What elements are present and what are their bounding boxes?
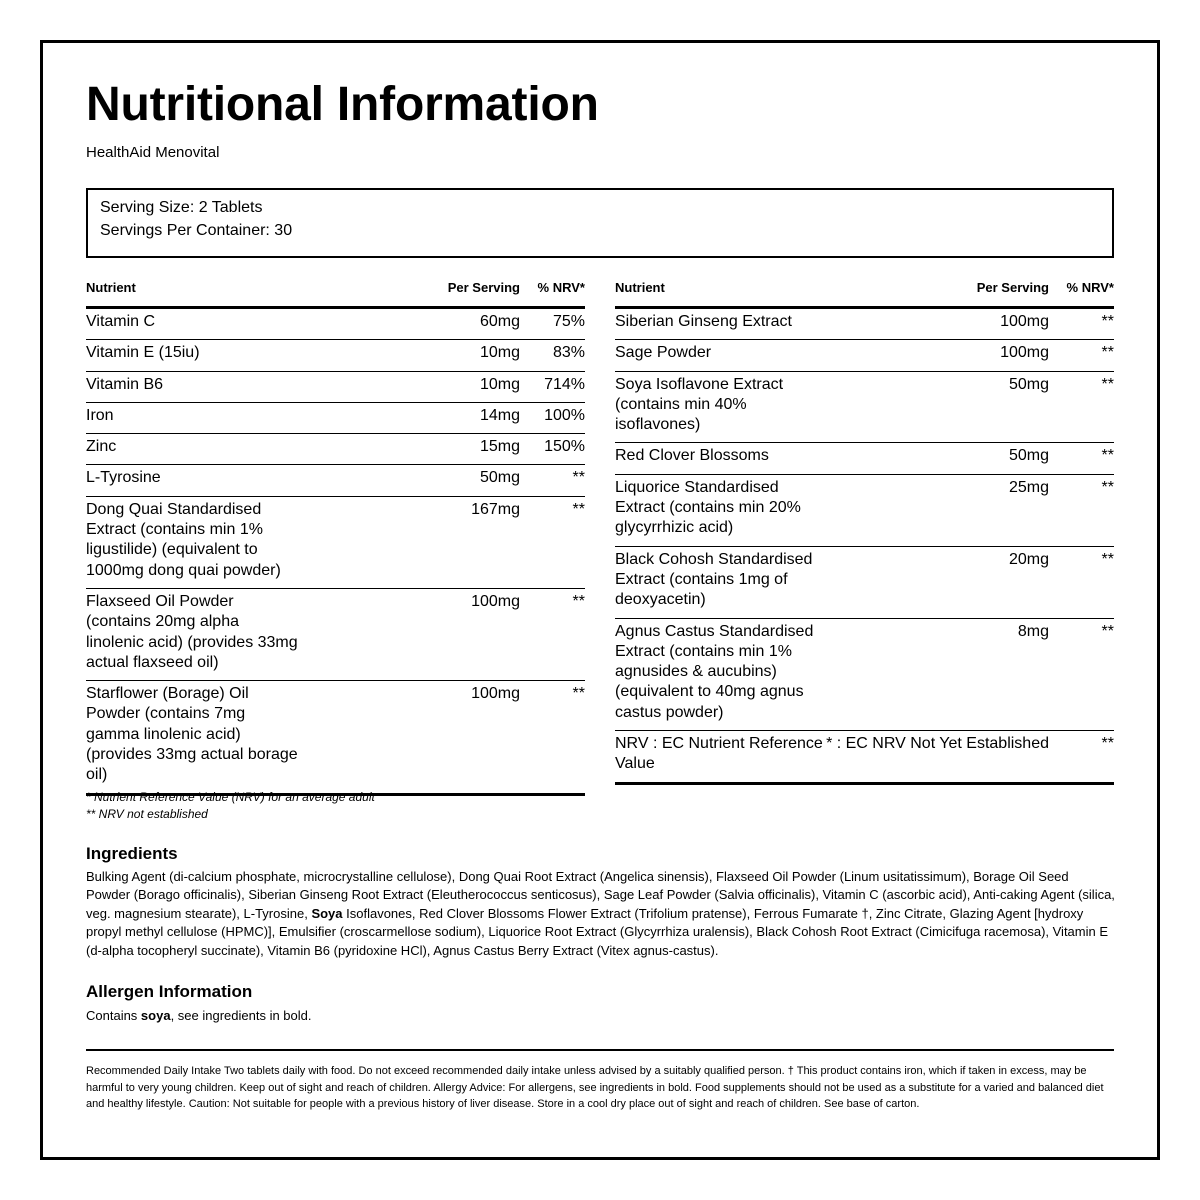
table-row <box>86 497 585 589</box>
table-header <box>615 278 1114 309</box>
table-row <box>615 475 1114 547</box>
nutrient-name: Red Clover Blossoms <box>615 447 769 465</box>
nrv-value: ** <box>1101 735 1114 753</box>
table-footnotes <box>86 789 375 823</box>
table-row <box>86 340 585 371</box>
ingredients-text-part: Isoflavones, Red Clover Blossoms Flower Extract (Trifolium pratense), Ferrous Fumarate †, Zinc Citrate, Glazing Agent [hydroxy propyl methyl cellulose (HPMC)], Emulsifier (croscarmellose sodium), Liquorice Root Extract (Glycyrrhiza uralensis), Black Cohosh Root Extract (Cimicifuga racemosa), Vitamin E (d-alpha tocopheryl succinate), Vitamin B6 (pyridoxine HCl), Agnus Castus Berry Extract (Vitex agnus-castus). <box>86 905 1109 958</box>
allergen-text-part: Contains <box>86 1008 141 1023</box>
per-serving-value: 15mg <box>479 438 520 456</box>
nutrient-name: Iron <box>86 406 114 424</box>
table-row <box>615 443 1114 474</box>
nrv-value: 83% <box>552 344 585 362</box>
nutrient-name: L-Tyrosine <box>86 469 161 487</box>
nutrient-name: Black Cohosh Standardised Extract (contains 1mg of deoxyacetin) <box>615 550 813 609</box>
nrv-not-established-text: * : EC NRV Not Yet Established <box>826 735 1049 753</box>
product-name: HealthAid Menovital <box>86 144 220 161</box>
nutrient-table-right <box>615 278 1114 785</box>
ingredients-text-part: Bulking Agent (di-calcium phosphate, microcrystalline cellulose), Dong Quai Root Extract (Angelica sinensis), Flaxseed Oil Powder (Linum usitatissimum), Borage Oil Seed Powder (Borago officinalis), Siberian Ginseng Root Extract (Eleutherococcus senticosus), Sage Leaf Powder (Salvia officinalis), Vitamin C (ascorbic acid), Anti-caking Agent (silica, veg. magnesium stearate), L-Tyrosine, <box>86 869 1115 921</box>
per-serving-value: 8mg <box>1017 622 1049 640</box>
nutrient-name: Dong Quai Standardised Extract (contains min 1% ligustilide) (equivalent to 1000mg dong quai powder) <box>86 500 281 579</box>
header-nutrient: Nutrient <box>615 280 665 295</box>
nutrient-name: Zinc <box>86 438 117 456</box>
nutrient-name: Flaxseed Oil Powder (contains 20mg alpha linolenic acid) (provides 33mg actual flaxseed oil) <box>86 592 298 671</box>
per-serving-value: 167mg <box>471 500 520 518</box>
nutrient-name: Liquorice Standardised Extract (contains min 20% glycyrrhizic acid) <box>615 478 801 537</box>
allergen-text-part: , see ingredients in bold. <box>170 1008 312 1023</box>
ingredients-heading: Ingredients <box>86 844 178 863</box>
table-row <box>615 340 1114 371</box>
nutrient-name: Siberian Ginseng Extract <box>615 313 792 330</box>
allergen-bold-soya: Soya <box>311 905 343 921</box>
allergen-text <box>86 1007 312 1025</box>
table-header <box>86 278 585 309</box>
nutrient-name: Agnus Castus Standardised Extract (contains min 1% agnusides & aucubins) (equivalent to 40mg agnus castus powder) <box>615 622 814 721</box>
table-row <box>86 309 585 340</box>
nrv-value: ** <box>1101 313 1114 330</box>
nrv-value: ** <box>572 685 585 703</box>
per-serving-value: 10mg <box>479 375 520 393</box>
nrv-value: ** <box>1101 550 1114 568</box>
nutrient-table-left <box>86 278 585 796</box>
per-serving-value: 100mg <box>1000 313 1049 330</box>
nrv-value: ** <box>572 500 585 518</box>
per-serving-value: 20mg <box>1008 550 1049 568</box>
table-row-nrv-legend <box>615 731 1114 785</box>
table-row <box>86 681 585 795</box>
table-row <box>86 434 585 465</box>
per-serving-value: 100mg <box>471 592 520 610</box>
serving-size: Serving Size: 2 Tablets <box>100 199 263 216</box>
per-serving-value: 25mg <box>1008 478 1049 496</box>
table-row <box>615 309 1114 340</box>
serving-info-box <box>86 188 1114 258</box>
nrv-value: ** <box>572 592 585 610</box>
header-per-serving: Per Serving <box>976 280 1049 295</box>
per-serving-value: 60mg <box>479 313 520 330</box>
per-serving-value: 50mg <box>1008 447 1049 465</box>
nrv-value: ** <box>1101 375 1114 393</box>
table-row <box>86 372 585 403</box>
per-serving-value: 14mg <box>479 406 520 424</box>
nrv-value: ** <box>1101 447 1114 465</box>
nutrient-name: Starflower (Borage) Oil Powder (contains 7mg gamma linolenic acid) (provides 33mg actual borage oil) <box>86 685 298 784</box>
divider <box>86 1049 1114 1051</box>
nrv-value: ** <box>572 469 585 487</box>
nrv-value: ** <box>1101 622 1114 640</box>
per-serving-value: 100mg <box>1000 344 1049 362</box>
nutrient-name: Sage Powder <box>615 344 712 362</box>
servings-per-container: Servings Per Container: 30 <box>100 222 293 239</box>
nutrient-name: Vitamin E (15iu) <box>86 344 200 362</box>
footnote-nrv-not-established: ** NRV not established <box>86 807 208 821</box>
header-per-serving: Per Serving <box>447 280 520 295</box>
nrv-value: 75% <box>552 313 585 330</box>
nrv-value: ** <box>1101 478 1114 496</box>
table-row <box>86 465 585 496</box>
nrv-value: ** <box>1101 344 1114 362</box>
footnote-nrv: * Nutrient Reference Value (NRV) for an average adult <box>86 790 375 804</box>
per-serving-value: 10mg <box>479 344 520 362</box>
header-nrv: % NRV* <box>1066 280 1114 295</box>
per-serving-value: 50mg <box>479 469 520 487</box>
nutrient-name: Vitamin C <box>86 313 156 330</box>
allergen-bold-soya: soya <box>140 1008 171 1023</box>
table-row <box>86 403 585 434</box>
nrv-legend-text: NRV : EC Nutrient Reference Value <box>615 735 823 773</box>
header-nutrient: Nutrient <box>86 280 136 295</box>
table-row <box>615 619 1114 731</box>
header-nrv: % NRV* <box>537 280 585 295</box>
nrv-value: 150% <box>544 438 585 456</box>
nutrient-name: Soya Isoflavone Extract (contains min 40% isoflavones) <box>615 375 784 434</box>
page-title: Nutritional Information <box>86 78 599 131</box>
table-row <box>86 589 585 681</box>
allergen-heading: Allergen Information <box>86 982 253 1001</box>
ingredients-text <box>86 868 1116 960</box>
table-row <box>615 372 1114 444</box>
nutrient-name: Vitamin B6 <box>86 375 164 393</box>
table-row <box>615 547 1114 619</box>
per-serving-value: 50mg <box>1008 375 1049 393</box>
nrv-value: 100% <box>544 406 585 424</box>
nrv-value: 714% <box>544 375 585 393</box>
per-serving-value: 100mg <box>471 685 520 703</box>
small-print: Recommended Daily Intake Two tablets daily with food. Do not exceed recommended daily intake unless advised by a suitably qualified person. † This product contains iron, which if taken in excess, may be harmful to very young children. Keep out of sight and reach of children. Allergy Advice: For allergens, see ingredients in bold. Food supplements should not be used as a substitute for a varied and balanced diet and healthy lifestyle. Caution: Not suitable for people with a previous history of liver disease. Store in a cool dry place out of sight and reach of children. See base of carton. <box>86 1065 1104 1110</box>
